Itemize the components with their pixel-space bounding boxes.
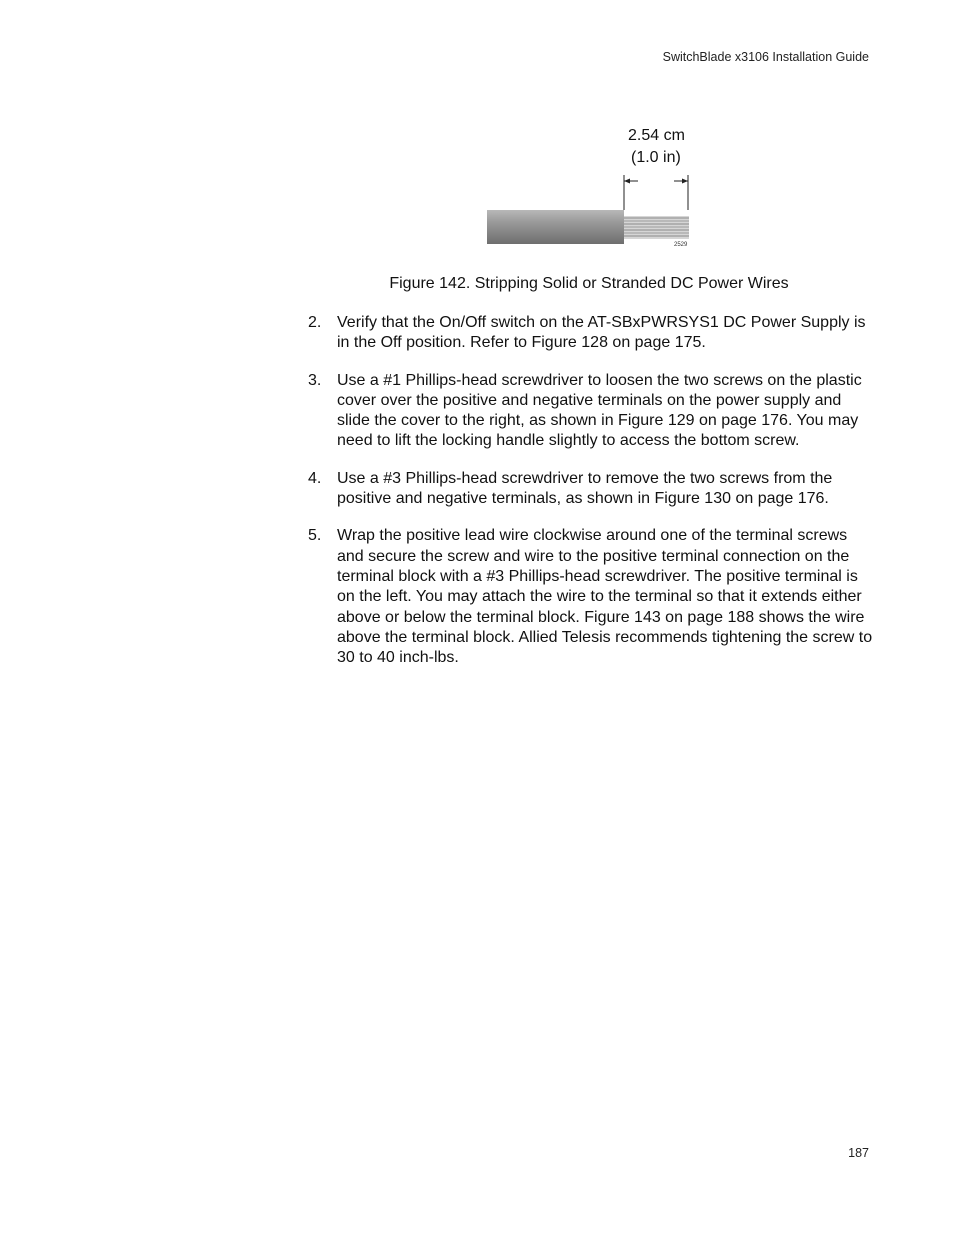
step-number: 2. — [308, 314, 322, 331]
step-text: Use a #3 Phillips-head screwdriver to remove the two screws from the positive and negative terminals, as shown in Figure 130 on page 176. — [337, 469, 833, 508]
procedure-steps — [308, 313, 873, 685]
list-item — [308, 526, 873, 668]
dimension-arrows — [624, 175, 688, 210]
wire-stripping-figure — [480, 122, 700, 257]
step-number: 4. — [308, 469, 322, 487]
stranded-conductor — [624, 216, 689, 239]
list-item — [308, 371, 873, 452]
list-item — [308, 469, 873, 510]
step-number: 3. — [308, 371, 322, 389]
step-text: Use a #1 Phillips-head screwdriver to loosen the two screws on the plastic cover over the positive and negative terminals on the power supply and slide the cover to the right, as shown in Figure 129 on page 176. You may need to lift the locking handle slightly to access the bottom screw. — [337, 371, 862, 450]
figure-id: 2529 — [674, 242, 688, 248]
wire-insulation — [487, 210, 624, 244]
step-text: Wrap the positive lead wire clockwise around one of the terminal screws and secure the screw and wire to the positive terminal connection on the terminal block with a #3 Phillips-head screwdriver. The positive terminal is on the left. You may attach the wire to the terminal so that it extends either above or below the terminal block. Figure 143 on page 188 shows the wire above the terminal block. Allied Telesis recommends tightening the screw to 30 to 40 inch-lbs. — [337, 527, 873, 667]
figure-caption: Figure 142. Stripping Solid or Stranded DC Power Wires — [389, 275, 789, 292]
step-number: 5. — [308, 527, 322, 545]
step-text: Verify that the On/Off switch on the AT-SBxPWRSYS1 DC Power Supply is in the Off position. Refer to Figure 128 on page 175. — [337, 314, 866, 352]
running-header: SwitchBlade x3106 Installation Guide — [662, 50, 869, 64]
page-number: 187 — [848, 1146, 869, 1160]
dimension-metric-label: 2.54 cm — [628, 127, 685, 144]
dimension-imperial-label: (1.0 in) — [631, 149, 681, 166]
list-item — [308, 313, 873, 354]
